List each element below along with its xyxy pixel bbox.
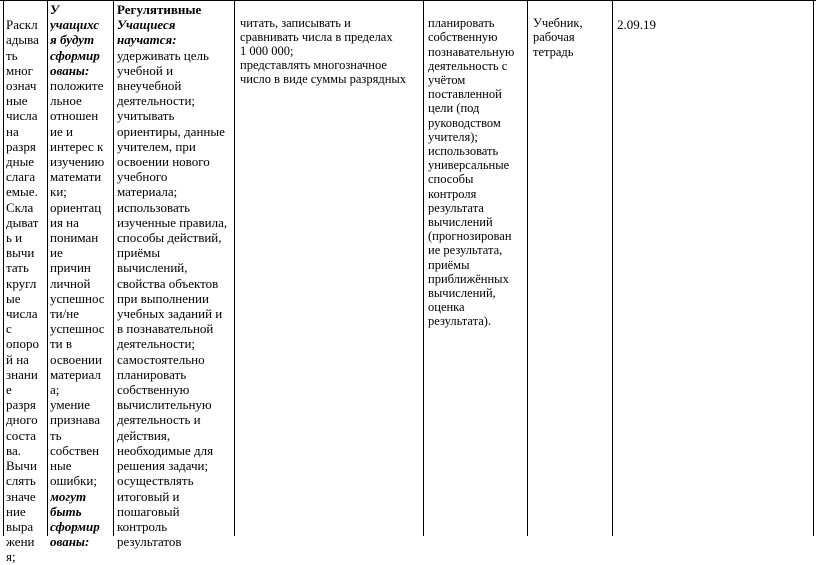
- column-border-0: [3, 0, 4, 536]
- column-border-6: [612, 0, 613, 536]
- subject-results-text: читать, записывать и сравнивать числа в пределах 1 000 000; представлять многозначное число в виде суммы разрядных: [240, 16, 407, 86]
- personal-results-heading: У учащихс я будут сформир ованы:: [50, 2, 100, 78]
- date-text: 2.09.19: [617, 17, 656, 33]
- skills-text: Раскл адыва ть мног означ ные числа на разря дные слага емые. Скла дыват ь и вычи тать кругл ые числа с опоро й на знани е разря дного соста ва. Вычи слять значе ние выра жени я;: [6, 17, 39, 565]
- table-cell-materials: [533, 2, 609, 59]
- personal-results-text: положите льное отношен ие и интерес к изучению математи ки; ориентац ия на пониман ие причин личной успешнос ти/не успешнос ти в освоении материал а; умение признава ть собствен ные ошибки;: [50, 78, 105, 489]
- column-border-4: [423, 0, 424, 536]
- regulative-text: удерживать цель учебной и внеучебной деятельности; учитывать ориентиры, данные учителем, при освоении нового учебного материала; использовать изученные правила, способы действий, приёмы вычислений, свойства объектов при выполнении учебных заданий и в познавательной деятельности; самостоятельно планировать собственную вычислительную деятельность и действия, необходимые для решения задачи; осуществлять итоговый и пошаговый контроль результатов: [117, 47, 228, 550]
- column-border-7: [813, 0, 814, 536]
- column-border-3: [234, 0, 235, 536]
- personal-results-heading-2: могут быть сформир ованы:: [50, 488, 100, 550]
- table-cell-metasubject: [428, 2, 524, 329]
- table-top-border: [0, 0, 816, 1]
- regulative-subheading: Учащиеся научатся:: [117, 17, 177, 48]
- table-cell-subject-results: [240, 2, 420, 86]
- materials-text: Учебник, рабочая тетрадь: [533, 16, 583, 59]
- table-cell-date: [617, 2, 677, 32]
- table-cell-skills: [6, 2, 48, 565]
- table-cell-regulative: [117, 2, 231, 549]
- regulative-heading: Регулятивные: [117, 2, 202, 17]
- table-cell-personal-results: [50, 2, 114, 549]
- metasubject-text: планировать собственную познавательную деятельность с учётом поставленной цели (под руководством учителя); использовать универсальные способы контроля результата вычислений (прогнозирован ие результата, приёмы приближённых вычислений, оценка результата).: [428, 16, 515, 329]
- column-border-5: [527, 0, 528, 536]
